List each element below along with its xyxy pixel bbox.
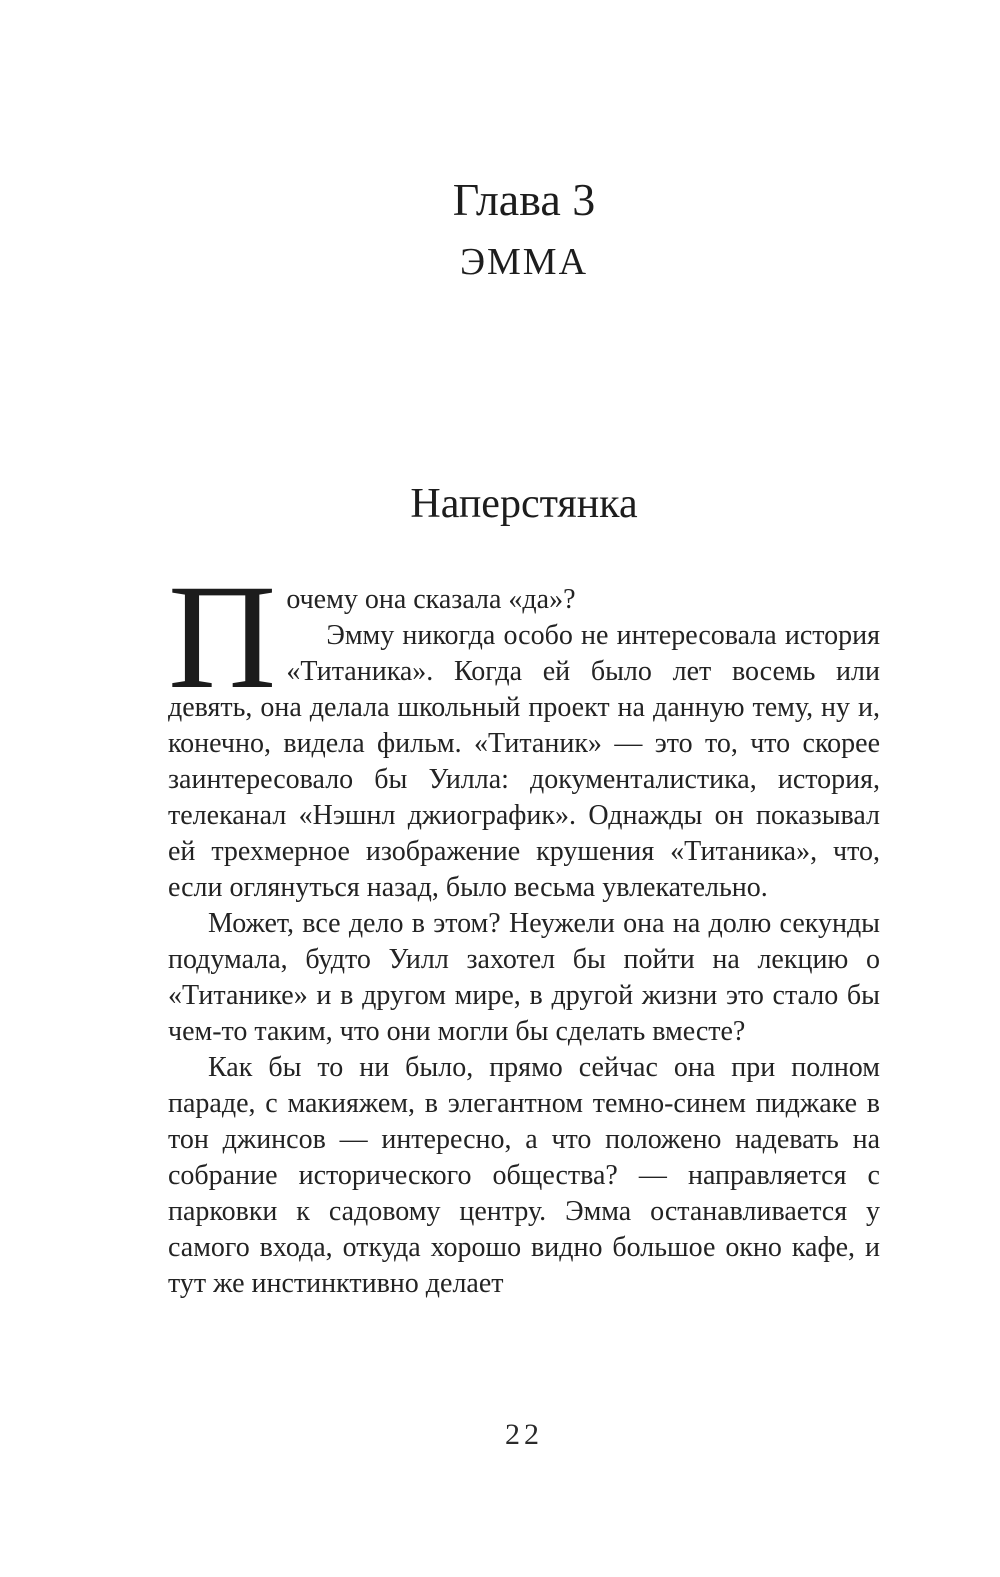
chapter-name: ЭММА bbox=[459, 241, 589, 283]
paragraph-1: Эмму никогда особо не интересовала история «Титаника». Когда ей было лет восемь или девять, она делала школьный проект на данную тему, ну и, конечно, видела фильм. «Титаник» — это то, что скорее заинтересовало бы Уилла: документалистика, история, телеканал «Нэшнл джиографик». Однажды он показывал ей трехмерное изображение крушения «Титаника», что, если оглянуться назад, было весьма увлекательно. bbox=[168, 620, 880, 903]
paragraph-3: Как бы то ни было, прямо сейчас она при полном параде, с макияжем, в элегантном темно-синем пиджаке в тон джинсов — интересно, а что положено надевать на собрание исторического общества? — направляется с парковки к садовому центру. Эмма останавливается у самого входа, откуда хорошо видно большое окно кафе, и тут же инстинктивно делает bbox=[168, 1052, 880, 1299]
paragraph-2: Может, все дело в этом? Неужели она на долю секунды подумала, будто Уилл захотел бы пойти на лекцию о «Титанике» и в другом мире, в другой жизни это стало бы чем-то таким, что они могли бы сделать вместе? bbox=[168, 908, 880, 1047]
chapter-label: Глава 3 bbox=[452, 174, 596, 225]
drop-cap: П bbox=[168, 554, 277, 720]
page-number: 22 bbox=[505, 1418, 543, 1451]
body-text bbox=[168, 554, 880, 1302]
section-title: Наперстянка bbox=[410, 481, 638, 527]
paragraph-opening: очему она сказала «да»? bbox=[286, 584, 576, 615]
